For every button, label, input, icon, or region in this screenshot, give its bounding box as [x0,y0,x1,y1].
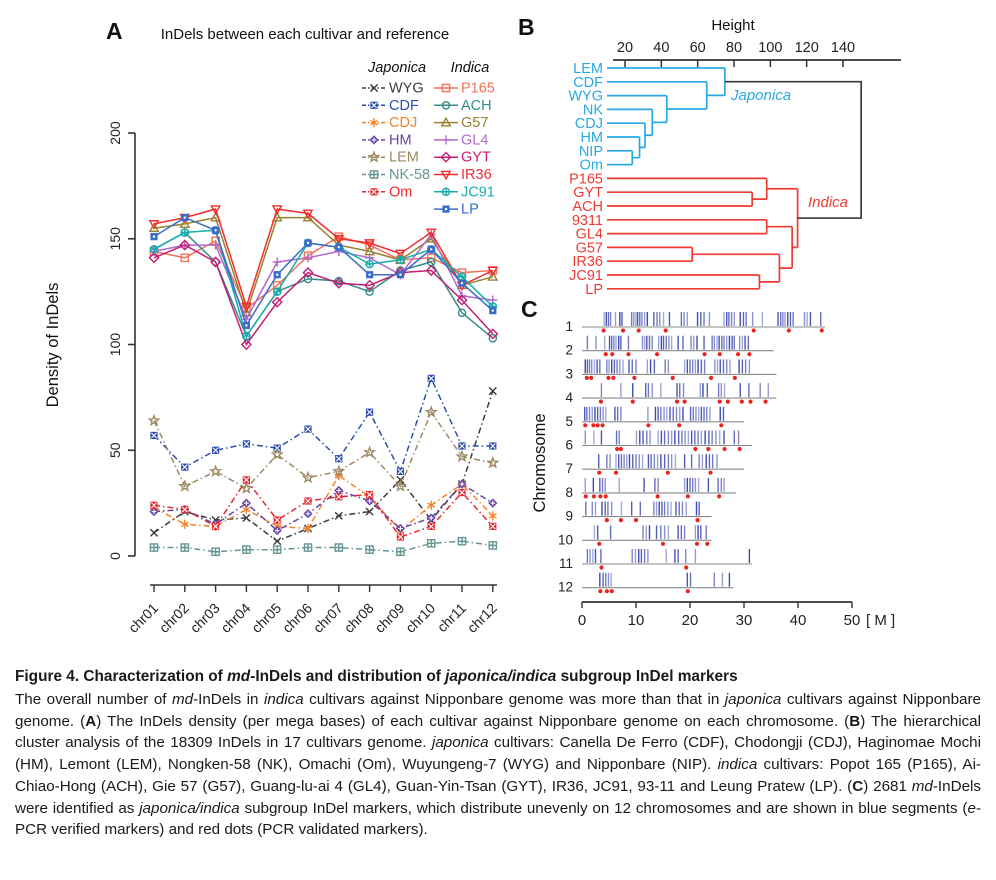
validated-marker-dot [621,328,625,332]
validated-marker-dot [646,423,650,427]
validated-marker-dot [747,352,751,356]
panel-b-dendrogram [505,0,996,300]
caption-text-run: cultivars: Popot 165 (P165), Ai-Chiao-Hong (ACH), Gie 57 (G57), Guang-lu-ai 4 (GL4), Guan-Yin-Tsan (GYT), IR36, JC91, 93-11 and Leung Pratew (LP). ( [15,756,981,795]
leaf-label: LP [585,281,603,298]
chromosome-row-1 [565,312,825,334]
x-tick-label: chr12 [463,599,500,636]
caption-text-run: C [852,777,864,795]
validated-marker-dot [738,447,742,451]
validated-marker-dot [634,518,638,522]
caption-text-run: Figure 4. Characterization of [15,668,228,685]
leaf-label: CDF [573,74,603,91]
x-tick-label: chr02 [155,599,192,636]
legend-item-G57 [434,115,488,131]
chromosome-number: 12 [557,579,573,595]
validated-marker-dot [589,376,593,380]
chromosome-row-12 [558,573,733,595]
legend-item-LP [434,202,479,218]
legend-item-label: IR36 [461,167,492,183]
figure-caption [15,666,981,841]
leaf-label: IR36 [572,254,603,271]
chromosome-number: 8 [565,484,573,500]
y-axis-title: Density of InDels [44,282,62,408]
validated-marker-dot [709,376,713,380]
legend-item-Om [362,184,412,200]
legend-item-label: LEM [389,149,419,166]
validated-marker-dot [764,400,768,404]
y-tick-label: 50 [107,442,123,459]
validated-marker-dot [666,471,670,475]
mb-tick-label: 40 [789,612,807,629]
legend-item-P165 [434,81,495,97]
chromosome-row-9 [565,502,711,524]
validated-marker-dot [722,447,726,451]
caption-text-run: japonica [431,734,489,752]
caption-text-run: indica [717,756,758,774]
x-tick-label: chr05 [248,599,285,636]
validated-marker-dot [708,471,712,475]
validated-marker-dot [597,471,601,475]
series-GL4 [149,230,497,324]
leaf-label: GL4 [575,226,603,243]
leaf-label: NK [582,102,603,119]
panel-b-label: B [518,14,535,40]
caption-body [15,689,981,841]
legend-item-label: GL4 [461,132,489,149]
leaf-label: GYT [573,185,603,202]
height-tick-label: 100 [758,40,783,56]
validated-marker-dot [719,423,723,427]
legend-item-label: ACH [461,97,492,114]
legend-item-CDF [362,98,419,114]
chromosome-row-3 [565,359,776,381]
legend-item-label: G57 [461,115,489,132]
validated-marker-dot [675,400,679,404]
validated-marker-dot [695,518,699,522]
height-tick-label: 60 [689,40,706,56]
leaf-label: HM [580,130,603,146]
validated-marker-dot [661,542,665,546]
leaf-label: P165 [569,171,603,188]
validated-marker-dot [596,423,600,427]
validated-marker-dot [820,328,824,332]
y-tick-label: 100 [107,332,123,357]
chromosome-row-4 [565,383,776,405]
legend-group-title: Indica [450,60,490,76]
mb-unit-label: [ M ] [866,612,896,629]
caption-text-run: -PCR verified markers) and red dots (PCR validated markers). [15,799,981,839]
legend-item-label: CDJ [389,115,418,132]
caption-text-run: cultivars: Canella De Ferro (CDF), Chodongji (CDJ), Haginomae Mochi (HM), Lemont (LEM), Nongken-58 (NK), Omachi (Om), Wuyungeng-7 (WYG) and Nipponbare (NIP). [15,734,981,774]
validated-marker-dot [619,518,623,522]
validated-marker-dot [610,589,614,593]
chromosome-number: 2 [565,342,573,358]
chromosome-row-7 [565,454,744,476]
validated-marker-dot [583,423,587,427]
chromosome-number: 4 [565,390,573,406]
validated-marker-dot [695,542,699,546]
validated-marker-dot [606,376,610,380]
validated-marker-dot [717,494,721,498]
validated-marker-dot [705,542,709,546]
panel-a-line-chart [0,0,520,655]
series-WYG [150,387,496,544]
chromosome-row-5 [565,407,744,429]
x-tick-label: chr03 [186,599,223,636]
height-tick-label: 40 [653,40,670,56]
validated-marker-dot [684,565,688,569]
validated-marker-dot [736,352,740,356]
validated-marker-dot [619,447,623,451]
x-tick-label: chr07 [309,599,346,636]
cluster-Japonica [607,68,725,165]
caption-text-run: A [85,712,97,730]
caption-text-run: japonica [724,691,782,709]
legend-item-label: GYT [461,149,491,166]
series-Om [150,476,496,540]
validated-marker-dot [614,471,618,475]
leaf-label: 9311 [571,212,603,229]
legend-item-WYG [362,81,424,97]
chromosome-number: 1 [565,319,573,334]
validated-marker-dot [693,447,697,451]
chromosome-number: 6 [565,437,573,453]
panel-c-label: C [521,296,538,322]
validated-marker-dot [718,400,722,404]
caption-text-run: -InDels were identified as [15,777,981,817]
validated-marker-dot [718,352,722,356]
caption-text-run: -InDels in [193,691,264,709]
validated-marker-dot [632,376,636,380]
validated-marker-dot [686,589,690,593]
validated-marker-dot [671,376,675,380]
validated-marker-dot [599,400,603,404]
validated-marker-dot [706,447,710,451]
x-tick-label: chr04 [217,599,254,636]
height-tick-label: 80 [725,40,743,56]
legend-item-GL4 [434,132,488,148]
validated-marker-dot [604,352,608,356]
series-CDF [150,375,496,475]
validated-marker-dot [655,352,659,356]
validated-marker-dot [637,328,641,332]
validated-marker-dot [599,565,603,569]
legend-item-CDJ [362,115,417,131]
caption-text-run: md [911,777,933,795]
caption-text-run: japonica/indica [445,668,557,685]
height-axis-title: Height [711,17,755,34]
legend-group-title: Japonica [367,60,427,76]
validated-marker-dot [686,494,690,498]
chromosome-number: 11 [558,556,573,571]
leaf-label: NIP [578,143,603,160]
chromosome-number: 3 [565,366,573,382]
chromosome-row-8 [565,478,735,500]
x-tick-label: chr08 [340,599,377,636]
validated-marker-dot [605,589,609,593]
caption-text-run: subgroup InDel markers, which distribute unevenly on 12 chromosomes and are shown in blue segments ( [239,799,968,817]
caption-title [15,666,981,688]
leaf-label: JC91 [569,268,603,284]
leaf-label: Om [579,157,603,174]
caption-text-run: B [849,712,861,730]
leaf-label: G57 [575,240,603,257]
cluster-name-label: Indica [808,194,849,211]
caption-text-run: subgroup InDel markers [556,668,738,685]
leaf-label: LEM [573,61,603,77]
series-LEM [149,407,497,492]
panel-c-chromosome-map [505,295,996,650]
series-NK-58 [150,538,496,556]
caption-text-run: cultivars against Nipponbare genome. ( [15,691,981,730]
validated-marker-dot [610,352,614,356]
chromosome-row-10 [558,525,712,547]
validated-marker-dot [664,328,668,332]
cluster-Indica [607,178,798,288]
mb-tick-label: 0 [577,612,587,629]
validated-marker-dot [740,400,744,404]
mb-tick-label: 20 [681,612,699,629]
chromosome-number: 7 [565,461,573,477]
height-tick-label: 140 [830,40,856,56]
chromosome-number: 10 [557,532,573,548]
mb-tick-label: 50 [843,612,861,629]
validated-marker-dot [600,423,604,427]
legend-item-LEM [362,150,419,166]
validated-marker-dot [752,328,756,332]
mb-tick-label: 10 [627,612,645,629]
validated-marker-dot [598,589,602,593]
caption-text-run: The overall number of [15,691,172,709]
legend-item-label: HM [389,132,412,149]
validated-marker-dot [598,494,602,498]
legend-item-ACH [434,98,492,114]
caption-text-run: cultivars against Nipponbare genome was more than that in [303,691,725,709]
legend-item-label: Om [389,184,413,201]
leaf-label: CDJ [574,116,603,133]
validated-marker-dot [683,400,687,404]
caption-text-run: ) The InDels density (per mega bases) of each cultivar against Nipponbare genome on each chromosome. ( [96,712,850,730]
x-tick-label: chr10 [402,599,439,636]
caption-text-run: md [171,691,194,709]
validated-marker-dot [611,376,615,380]
x-tick-label: chr06 [279,599,316,636]
mb-tick-label: 30 [735,612,753,629]
validated-marker-dot [592,494,596,498]
caption-text-run: indica [263,691,304,709]
caption-text-run: md [227,668,251,685]
chromosome-axis-title: Chromosome [531,413,549,513]
x-tick-label: chr09 [371,599,408,636]
cluster-name-label: Japonica [731,87,792,104]
validated-marker-dot [597,542,601,546]
legend-item-label: LP [461,201,479,218]
validated-marker-dot [726,400,730,404]
legend-item-label: CDF [389,97,419,114]
chromosome-row-11 [559,549,752,571]
validated-marker-dot [626,352,630,356]
y-tick-label: 150 [107,227,123,251]
x-tick-label: chr11 [433,599,470,636]
leaf-label: WYG [568,88,603,105]
caption-text-run: ) 2681 [863,777,912,795]
panel-a-title: InDels between each cultivar and reference [160,26,450,43]
validated-marker-dot [584,494,588,498]
legend-item-label: P165 [461,80,495,97]
validated-marker-dot [605,518,609,522]
validated-marker-dot [602,328,606,332]
chromosome-number: 9 [565,508,573,524]
y-tick-label: 200 [107,121,123,145]
caption-text-run: -InDels and distribution of [250,668,446,685]
legend-item-label: JC91 [461,184,495,201]
leaf-label: ACH [572,199,603,215]
legend-item-GYT [434,150,491,166]
chromosome-row-6 [565,431,752,453]
chromosome-row-2 [565,336,773,358]
legend-item-IR36 [434,167,492,183]
legend-item-JC91 [434,184,495,200]
panel-a-label: A [106,18,123,44]
legend-item-HM [362,132,412,148]
validated-marker-dot [787,328,791,332]
validated-marker-dot [631,400,635,404]
y-tick-label: 0 [107,552,123,560]
validated-marker-dot [604,494,608,498]
validated-marker-dot [615,447,619,451]
caption-text-run: japonica/indica [139,799,240,817]
validated-marker-dot [733,376,737,380]
caption-text-run: e [967,799,976,817]
chromosome-number: 5 [565,413,573,429]
validated-marker-dot [677,423,681,427]
legend-item-label: NK-58 [389,167,431,183]
legend-item-NK-58 [362,167,430,183]
validated-marker-dot [585,376,589,380]
caption-text-run: ) The hierarchical cluster analysis of the 18309 InDels in 17 cultivars genome. [15,712,981,752]
validated-marker-dot [702,352,706,356]
height-tick-label: 20 [616,40,634,56]
validated-marker-dot [656,494,660,498]
x-tick-label: chr01 [125,599,162,636]
series-HM [149,479,497,535]
series-CDJ [150,471,496,535]
height-tick-label: 120 [794,40,819,56]
legend-item-label: WYG [389,80,424,97]
validated-marker-dot [591,423,595,427]
validated-marker-dot [748,400,752,404]
